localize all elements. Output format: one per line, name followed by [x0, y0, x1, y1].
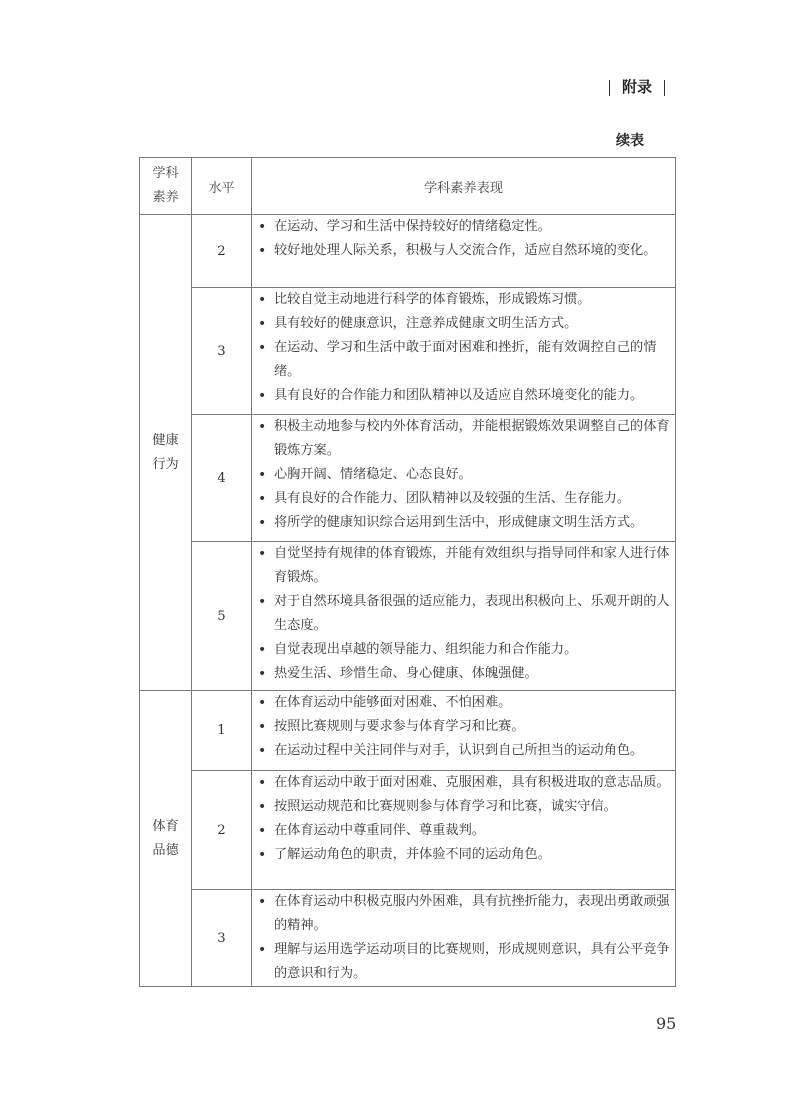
table-row	[140, 771, 676, 890]
domain-line: 行为	[152, 456, 179, 472]
domain-line: 品德	[152, 842, 179, 858]
bullet-item: • 按照运动规范和比赛规则参与体育学习和比赛，诚实守信。	[252, 795, 675, 819]
table-row	[140, 890, 676, 987]
bullet-item: • 了解运动角色的职责，并体验不同的运动角色。	[252, 843, 675, 867]
header-title: 附录	[622, 78, 653, 96]
bullet-list	[252, 288, 675, 408]
level-cell: 2	[192, 771, 252, 890]
bullet-list	[252, 890, 675, 986]
bullet-list	[252, 771, 675, 867]
bullet-item: • 心胸开阔、情绪稳定、心态良好。	[252, 463, 675, 487]
header-level: 水平	[192, 158, 252, 215]
bullet-item: • 在运动、学习和生活中敢于面对困难和挫折，能有效调控自己的情绪。	[252, 336, 675, 384]
header-divider-left	[609, 80, 610, 96]
bullet-item: • 热爱生活、珍惜生命、身心健康、体魄强健。	[252, 662, 675, 686]
domain-cell	[140, 691, 192, 987]
bullet-item: • 较好地处理人际关系，积极与人交流合作，适应自然环境的变化。	[252, 239, 675, 263]
bullet-item: • 按照比赛规则与要求参与体育学习和比赛。	[252, 715, 675, 739]
level-cell: 1	[192, 691, 252, 771]
bullet-item: • 在体育运动中尊重同伴、尊重裁判。	[252, 819, 675, 843]
header-divider-right	[664, 80, 665, 96]
table-body	[140, 215, 676, 987]
bullet-item: • 具有较好的健康意识，注意养成健康文明生活方式。	[252, 312, 675, 336]
bullet-item: • 在运动、学习和生活中保持较好的情绪稳定性。	[252, 215, 675, 239]
running-header	[609, 76, 677, 97]
bullet-item: • 将所学的健康知识综合运用到生活中，形成健康文明生活方式。	[252, 511, 675, 535]
header-content: 学科素养表现	[252, 158, 676, 215]
domain-cell	[140, 215, 192, 691]
bullet-item: • 具有良好的合作能力和团队精神以及适应自然环境变化的能力。	[252, 384, 675, 408]
level-cell: 3	[192, 890, 252, 987]
table-header-row	[140, 158, 676, 215]
table-row	[140, 415, 676, 542]
bullet-item: • 自觉坚持有规律的体育锻炼，并能有效组织与指导同伴和家人进行体育锻炼。	[252, 542, 675, 590]
continued-label: 续表	[616, 133, 644, 149]
bullet-list	[252, 215, 675, 263]
bullet-item: • 在体育运动中积极克服内外困难，具有抗挫折能力，表现出勇敢顽强的精神。	[252, 890, 675, 938]
content-cell	[252, 215, 676, 288]
content-cell	[252, 288, 676, 415]
content-cell	[252, 415, 676, 542]
bullet-item: • 具有良好的合作能力、团队精神以及较强的生活、生存能力。	[252, 487, 675, 511]
content-cell	[252, 771, 676, 890]
domain-line: 体育	[152, 818, 179, 834]
header-domain-line: 素养	[152, 190, 179, 205]
level-cell: 2	[192, 215, 252, 288]
bullet-item: • 对于自然环境具备很强的适应能力，表现出积极向上、乐观开朗的人生态度。	[252, 590, 675, 638]
bullet-item: • 在运动过程中关注同伴与对手，认识到自己所担当的运动角色。	[252, 739, 675, 763]
bullet-item: • 理解与运用选学运动项目的比赛规则，形成规则意识，具有公平竞争的意识和行为。	[252, 938, 675, 986]
level-cell: 3	[192, 288, 252, 415]
header-domain-line: 学科	[152, 166, 179, 181]
literacy-table	[139, 157, 676, 987]
table-row	[140, 542, 676, 691]
table-row	[140, 691, 676, 771]
bullet-item: • 积极主动地参与校内外体育活动，并能根据锻炼效果调整自己的体育锻炼方案。	[252, 415, 675, 463]
level-cell: 4	[192, 415, 252, 542]
content-cell	[252, 890, 676, 987]
bullet-item: • 在体育运动中能够面对困难、不怕困难。	[252, 691, 675, 715]
bullet-item: • 在体育运动中敢于面对困难、克服困难，具有积极进取的意志品质。	[252, 771, 675, 795]
bullet-list	[252, 542, 675, 686]
level-cell: 5	[192, 542, 252, 691]
bullet-list	[252, 691, 675, 763]
bullet-item: • 比较自觉主动地进行科学的体育锻炼，形成锻炼习惯。	[252, 288, 675, 312]
bullet-item: • 自觉表现出卓越的领导能力、组织能力和合作能力。	[252, 638, 675, 662]
header-domain	[140, 158, 192, 215]
table-row	[140, 288, 676, 415]
content-cell	[252, 691, 676, 771]
table-row	[140, 215, 676, 288]
content-cell	[252, 542, 676, 691]
bullet-list	[252, 415, 675, 535]
domain-line: 健康	[152, 432, 179, 448]
page-number: 95	[656, 1014, 677, 1033]
